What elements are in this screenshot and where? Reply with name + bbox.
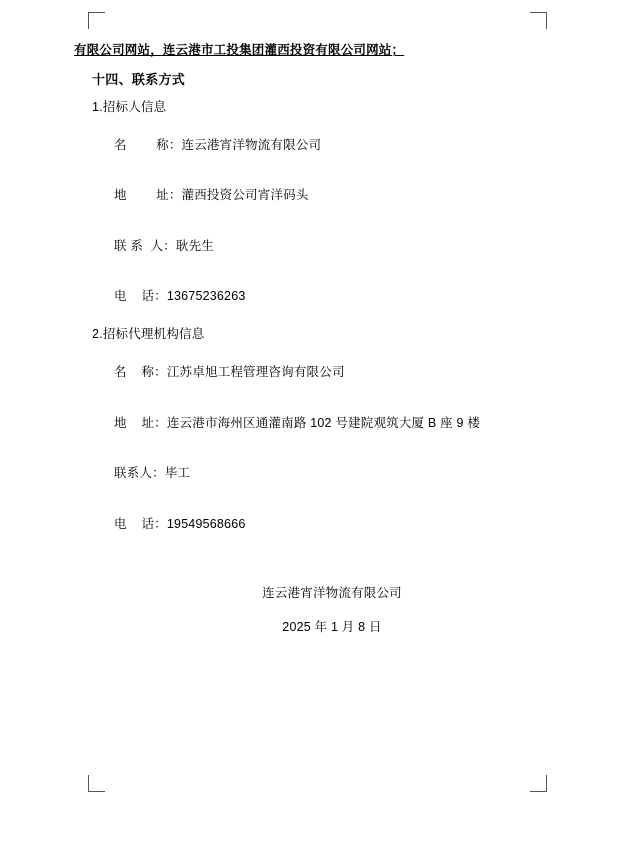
- bidder-contact-label: 联 系 人：: [114, 238, 176, 253]
- bidder-name-label: 名 称：: [114, 137, 182, 152]
- agency-address-label: 地 址：: [114, 415, 167, 430]
- bidder-phone-value: 13675236263: [166, 289, 246, 303]
- agency-contact-row: [92, 455, 554, 493]
- bidder-name-row: [92, 126, 554, 164]
- bidder-phone-row: [92, 278, 554, 316]
- subsection-bidder-info: 1.招标人信息: [92, 99, 167, 114]
- crop-mark-top-right: [530, 12, 547, 29]
- bidder-address-label: 地 址：: [114, 188, 182, 202]
- signature-date: 2025 年 1 月 8 日: [282, 619, 382, 634]
- agency-contact-label: 联系人：: [114, 466, 165, 480]
- agency-name-label: 名 称：: [114, 365, 167, 379]
- bidder-contact-row: [92, 227, 554, 265]
- crop-mark-top-left: [88, 12, 105, 29]
- signature-company: 连云港宵洋物流有限公司: [262, 585, 402, 600]
- bidder-name-value: 连云港宵洋物流有限公司: [181, 137, 322, 152]
- bidder-contact-value: 耿先生: [175, 238, 214, 253]
- subsection-agency-info: 2.招标代理机构信息: [92, 327, 205, 341]
- bidder-address-row: [92, 177, 554, 215]
- agency-contact-value: 毕工: [164, 466, 191, 480]
- document-content: [74, 44, 554, 651]
- agency-phone-value: 19549568666: [166, 516, 246, 531]
- crop-mark-bottom-left: [88, 775, 105, 792]
- bidder-address-value: 灌西投资公司宵洋码头: [181, 188, 309, 202]
- header-continuation-line: 有限公司网站，连云港市工投集团灌西投资有限公司网站；: [74, 43, 405, 57]
- crop-mark-bottom-right: [530, 775, 547, 792]
- section-heading-contact-info: 十四、联系方式: [92, 71, 186, 87]
- agency-name-row: [92, 354, 554, 392]
- bidder-phone-label: 电 话：: [114, 289, 167, 303]
- signature-block: [74, 583, 554, 635]
- agency-address-row: [92, 404, 554, 442]
- agency-name-value: 江苏卓旭工程管理咨询有限公司: [166, 365, 345, 379]
- agency-phone-row: [92, 505, 554, 543]
- agency-address-value: 连云港市海州区通灌南路 102 号建院观筑大厦 B 座 9 楼: [166, 415, 481, 430]
- agency-phone-label: 电 话：: [114, 516, 167, 531]
